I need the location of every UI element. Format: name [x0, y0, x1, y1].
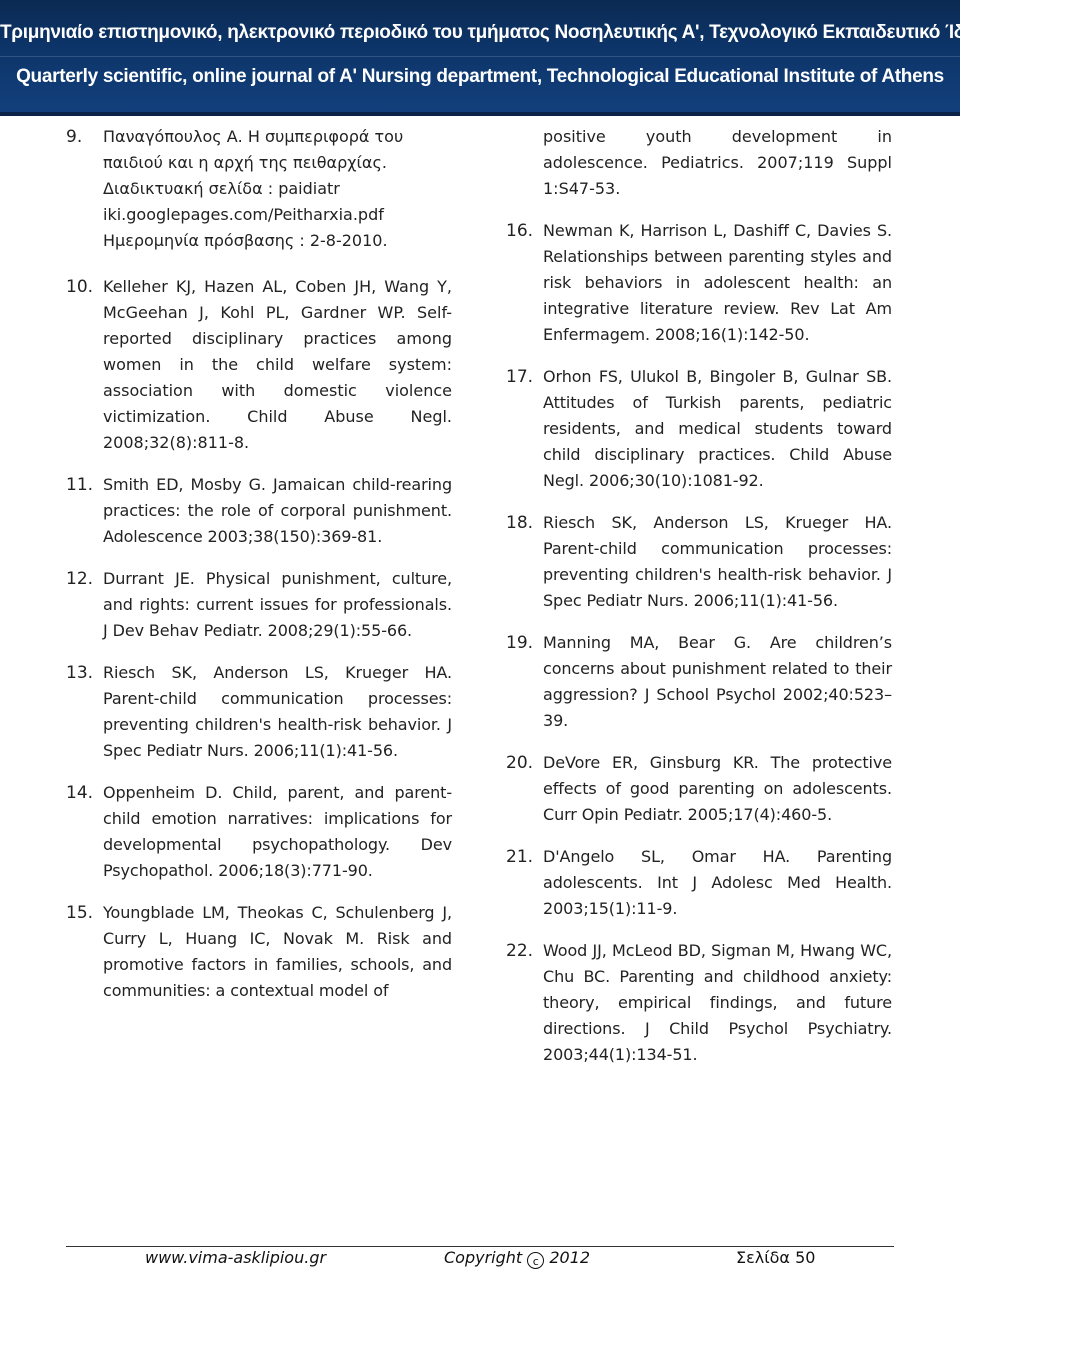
- reference-item: [506, 630, 892, 734]
- reference-item: [66, 472, 452, 550]
- copyright-label: Copyright: [444, 1248, 523, 1267]
- journal-header: [0, 0, 1085, 116]
- reference-text: Παναγόπουλος Α. Η συμπεριφορά του παιδιού και η αρχή της πειθαρχίας. Διαδικτυακή σελίδα : paidiatr iki.googlepages.com/Peitharxia.pdf Ημερομηνία πρόσβασης : 2-8-2010.: [103, 127, 404, 250]
- reference-text: Manning MA, Bear G. Are children’s concerns about punishment related to their aggression? J School Psychol 2002;40:523–39.: [543, 633, 892, 730]
- reference-item: [506, 844, 892, 922]
- reference-text: Orhon FS, Ulukol B, Bingoler B, Gulnar SB. Attitudes of Turkish parents, pediatric residents, and medical students toward child disciplinary practices. Child Abuse Negl. 2006;30(10):1081-92.: [543, 367, 892, 490]
- reference-number: 22.: [506, 941, 534, 961]
- reference-text: Oppenheim D. Child, parent, and parent-child emotion narratives: implications for developmental psychopathology. Dev Psychopathol. 2006;18(3):771-90.: [103, 783, 452, 880]
- page-number: Σελίδα 50: [736, 1248, 816, 1267]
- right-column: [506, 124, 892, 1084]
- reference-text: Riesch SK, Anderson LS, Krueger HA. Parent-child communication processes: preventing children's health-risk behavior. J Spec Pediatr Nurs. 2006;11(1):41-56.: [543, 513, 892, 610]
- reference-number: 14.: [66, 783, 94, 803]
- copyright-icon: c: [527, 1252, 544, 1269]
- reference-item: [66, 660, 452, 764]
- reference-item: [66, 274, 452, 456]
- reference-continuation: positive youth development in adolescence. Pediatrics. 2007;119 Suppl 1:S47-53.: [543, 127, 892, 198]
- reference-item: [506, 218, 892, 348]
- reference-number: 19.: [506, 633, 534, 653]
- reference-number: 11.: [66, 475, 94, 495]
- reference-number: 10.: [66, 277, 94, 297]
- reference-text: Wood JJ, McLeod BD, Sigman M, Hwang WC, Chu BC. Parenting and childhood anxiety: theory, empirical findings, and future directions. J Child Psychol Psychiatry. 2003;44(1):134-51.: [543, 941, 892, 1064]
- reference-item: [506, 750, 892, 828]
- reference-number: 13.: [66, 663, 94, 683]
- reference-number: 12.: [66, 569, 94, 589]
- reference-text: DeVore ER, Ginsburg KR. The protective effects of good parenting on adolescents. Curr Opin Pediatr. 2005;17(4):460-5.: [543, 753, 892, 824]
- journal-title-greek: Τριμηνιαίο επιστημονικό, ηλεκτρονικό περιοδικό του τμήματος Νοσηλευτικής Α', Τεχνολογικό Εκπαιδευτικό Ίδρυμα Αθηνών: [0, 22, 1085, 43]
- page-footer: [0, 1248, 960, 1272]
- reference-text: D'Angelo SL, Omar HA. Parenting adolescents. Int J Adolesc Med Health. 2003;15(1):11-9.: [543, 847, 892, 918]
- reference-number: 17.: [506, 367, 534, 387]
- reference-item: [506, 510, 892, 614]
- left-column: [66, 124, 452, 1020]
- reference-item: [66, 124, 452, 254]
- reference-text: Kelleher KJ, Hazen AL, Coben JH, Wang Y, McGeehan J, Kohl PL, Gardner WP. Self-reported disciplinary practices among women in the child welfare system: association with domestic violence victimization. Child Abuse Negl. 2008;32(8):811-8.: [103, 277, 452, 452]
- reference-number: 18.: [506, 513, 534, 533]
- reference-item: [66, 780, 452, 884]
- copyright-year: 2012: [549, 1248, 591, 1267]
- journal-title-english: Quarterly scientific, online journal of A' Nursing department, Technological Educational Institute of Athens: [16, 66, 944, 87]
- footer-divider: [66, 1246, 894, 1247]
- reference-number: 15.: [66, 903, 94, 923]
- reference-text: Youngblade LM, Theokas C, Schulenberg J, Curry L, Huang IC, Novak M. Risk and promotive factors in families, schools, and communities: a contextual model of: [103, 903, 452, 1000]
- reference-text: Newman K, Harrison L, Dashiff C, Davies S. Relationships between parenting styles and risk behaviors in adolescent health: an integrative literature review. Rev Lat Am Enfermagem. 2008;16(1):142-50.: [543, 221, 892, 344]
- reference-item: [506, 938, 892, 1068]
- reference-number: 16.: [506, 221, 534, 241]
- footer-website-link[interactable]: www.vima-asklipiou.gr: [145, 1248, 327, 1267]
- reference-text: Durrant JE. Physical punishment, culture, and rights: current issues for professionals. J Dev Behav Pediatr. 2008;29(1):55-66.: [103, 569, 452, 640]
- reference-text: Riesch SK, Anderson LS, Krueger HA. Parent-child communication processes: preventing children's health-risk behavior. J Spec Pediatr Nurs. 2006;11(1):41-56.: [103, 663, 452, 760]
- reference-number: 21.: [506, 847, 534, 867]
- reference-item: [66, 900, 452, 1004]
- reference-number: 20.: [506, 753, 534, 773]
- reference-text: Smith ED, Mosby G. Jamaican child-rearing practices: the role of corporal punishment. Adolescence 2003;38(150):369-81.: [103, 475, 452, 546]
- reference-number: 9.: [66, 127, 83, 147]
- reference-item: [506, 364, 892, 494]
- reference-item: [66, 566, 452, 644]
- footer-copyright: [444, 1248, 590, 1269]
